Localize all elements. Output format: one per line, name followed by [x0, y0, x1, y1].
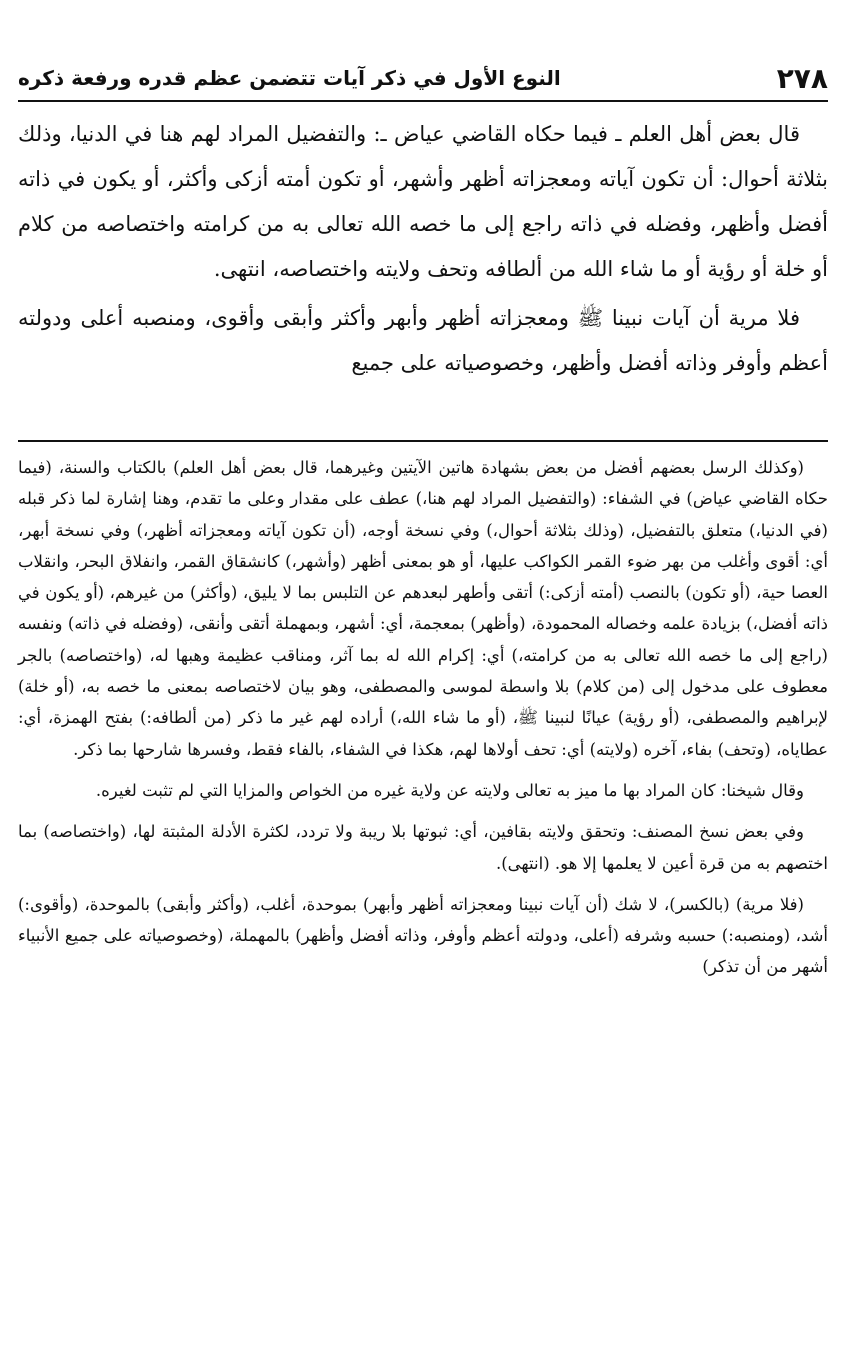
book-page: [18, 0, 828, 1359]
commentary-block: [18, 452, 828, 983]
main-paragraph: فلا مرية أن آيات نبينا ﷺ ومعجزاته أظهر وأبهر وأكثر وأبقى وأقوى، ومنصبه أعلى ودولته أعظم وأوفر وذاته أفضل وأظهر، وخصوصياته على جميع: [18, 306, 828, 375]
commentary-paragraph: (وكذلك الرسل بعضهم أفضل من بعض بشهادة هاتين الآيتين وغيرهما، قال بعض أهل العلم) بالكتاب والسنة، (فيما حكاه القاضي عياض) في الشفاء: (والتفضيل المراد لهم هنا،) عطف على مقدار وعلى ما تقدم، وهنا إشارة لما ذكر قبله (في الدنيا،) متعلق بالتفضيل، (وذلك بثلاثة أحوال،) وفي نسخة أوجه، (أن تكون آياته ومعجزاته أظهر،) وفي نسخة أبهر، أي: أقوى وأغلب من بهر ضوء القمر الكواكب عليها، أو هو بمعنى أظهر (وأشهر،) كانشقاق القمر، وانفلاق البحر، وانقلاب العصا حية، (أو تكون) بالنصب (أمته أزكى:) أتقى وأطهر لبعدهم عن التلبس بما لا يليق، (وأكثر) من غيرهم، (أو يكون في ذاته أفضل،) بزيادة علمه وخصاله المحمودة، (وأظهر) بمعجمة، أي: أشهر، وبمهملة أتقى وأنقى، (وفضله في ذاته) ونفسه (راجع إلى ما خصه الله تعالى به من كرامته،) أي: إكرام الله له بما آثر، ومناقب عظيمة وهبها له، (واختصاصه) بالجر معطوف على مدخول إلى (من كلام) بلا واسطة لموسى والمصطفى، وهو بيان لاختصاصه بمعنى ما خصه به، (أو خلة) لإبراهيم والمصطفى، (أو رؤية) عيانًا لنبينا ﷺ، (أو ما شاء الله،) أراده لهم غير ما ذكر (من ألطافه:) بفتح الهمزة، أي: عطاياه، (وتحف) بفاء، آخره (ولايته) أي: تحف أولاها لهم، هكذا في الشفاء، بالفاء فقط، وفسرها شارحها بما ذكر.: [18, 458, 828, 759]
text-commentary-separator: [18, 440, 828, 442]
commentary-paragraph: وفي بعض نسخ المصنف: وتحقق ولايته بقافين، أي: ثبوتها بلا ريبة ولا تردد، لكثرة الأدلة المثبتة لها، (واختصاصه) بما اختصهم به من قرة أعين لا يعلمها إلا هو. (انتهى).: [18, 822, 828, 873]
running-title: النوع الأول في ذكر آيات تتضمن عظم قدره ورفعة ذكره: [18, 66, 561, 90]
commentary-paragraph: (فلا مرية) (بالكسر)، لا شك (أن آيات نبينا ومعجزاته أظهر وأبهر) بموحدة، أغلب، (وأكثر وأبقى) بالموحدة، (وأقوى:) أشد، (ومنصبه:) حسبه وشرفه (أعلى، ودولته أعظم وأوفر، وذاته أفضل وأظهر) بالمهملة، (وخصوصياته على جميع الأنبياء أشهر من أن تذكر): [18, 894, 828, 977]
commentary-paragraph: وقال شيخنا: كان المراد بها ما ميز به تعالى ولايته عن ولاية غيره من الخواص والمزايا التي لم تثبت لغيره.: [95, 780, 804, 800]
page-header: [18, 58, 828, 98]
main-paragraph: قال بعض أهل العلم ـ فيما حكاه القاضي عياض ـ: والتفضيل المراد لهم هنا في الدنيا، وذلك بثلاثة أحوال: أن تكون آياته ومعجزاته أظهر وأشهر، أو تكون أمته أزكى وأكثر، أو يكون في ذاته أفضل وأظهر، وفضله في ذاته راجع إلى ما خصه الله تعالى به من كرامته واختصاصه من كلام أو خلة أو رؤية أو ما شاء الله من ألطافه وتحف ولايته واختصاصه، انتهى.: [18, 122, 828, 281]
header-rule: [18, 100, 828, 102]
main-text-block: [18, 112, 828, 386]
page-number: ٢٧٨: [776, 61, 828, 95]
